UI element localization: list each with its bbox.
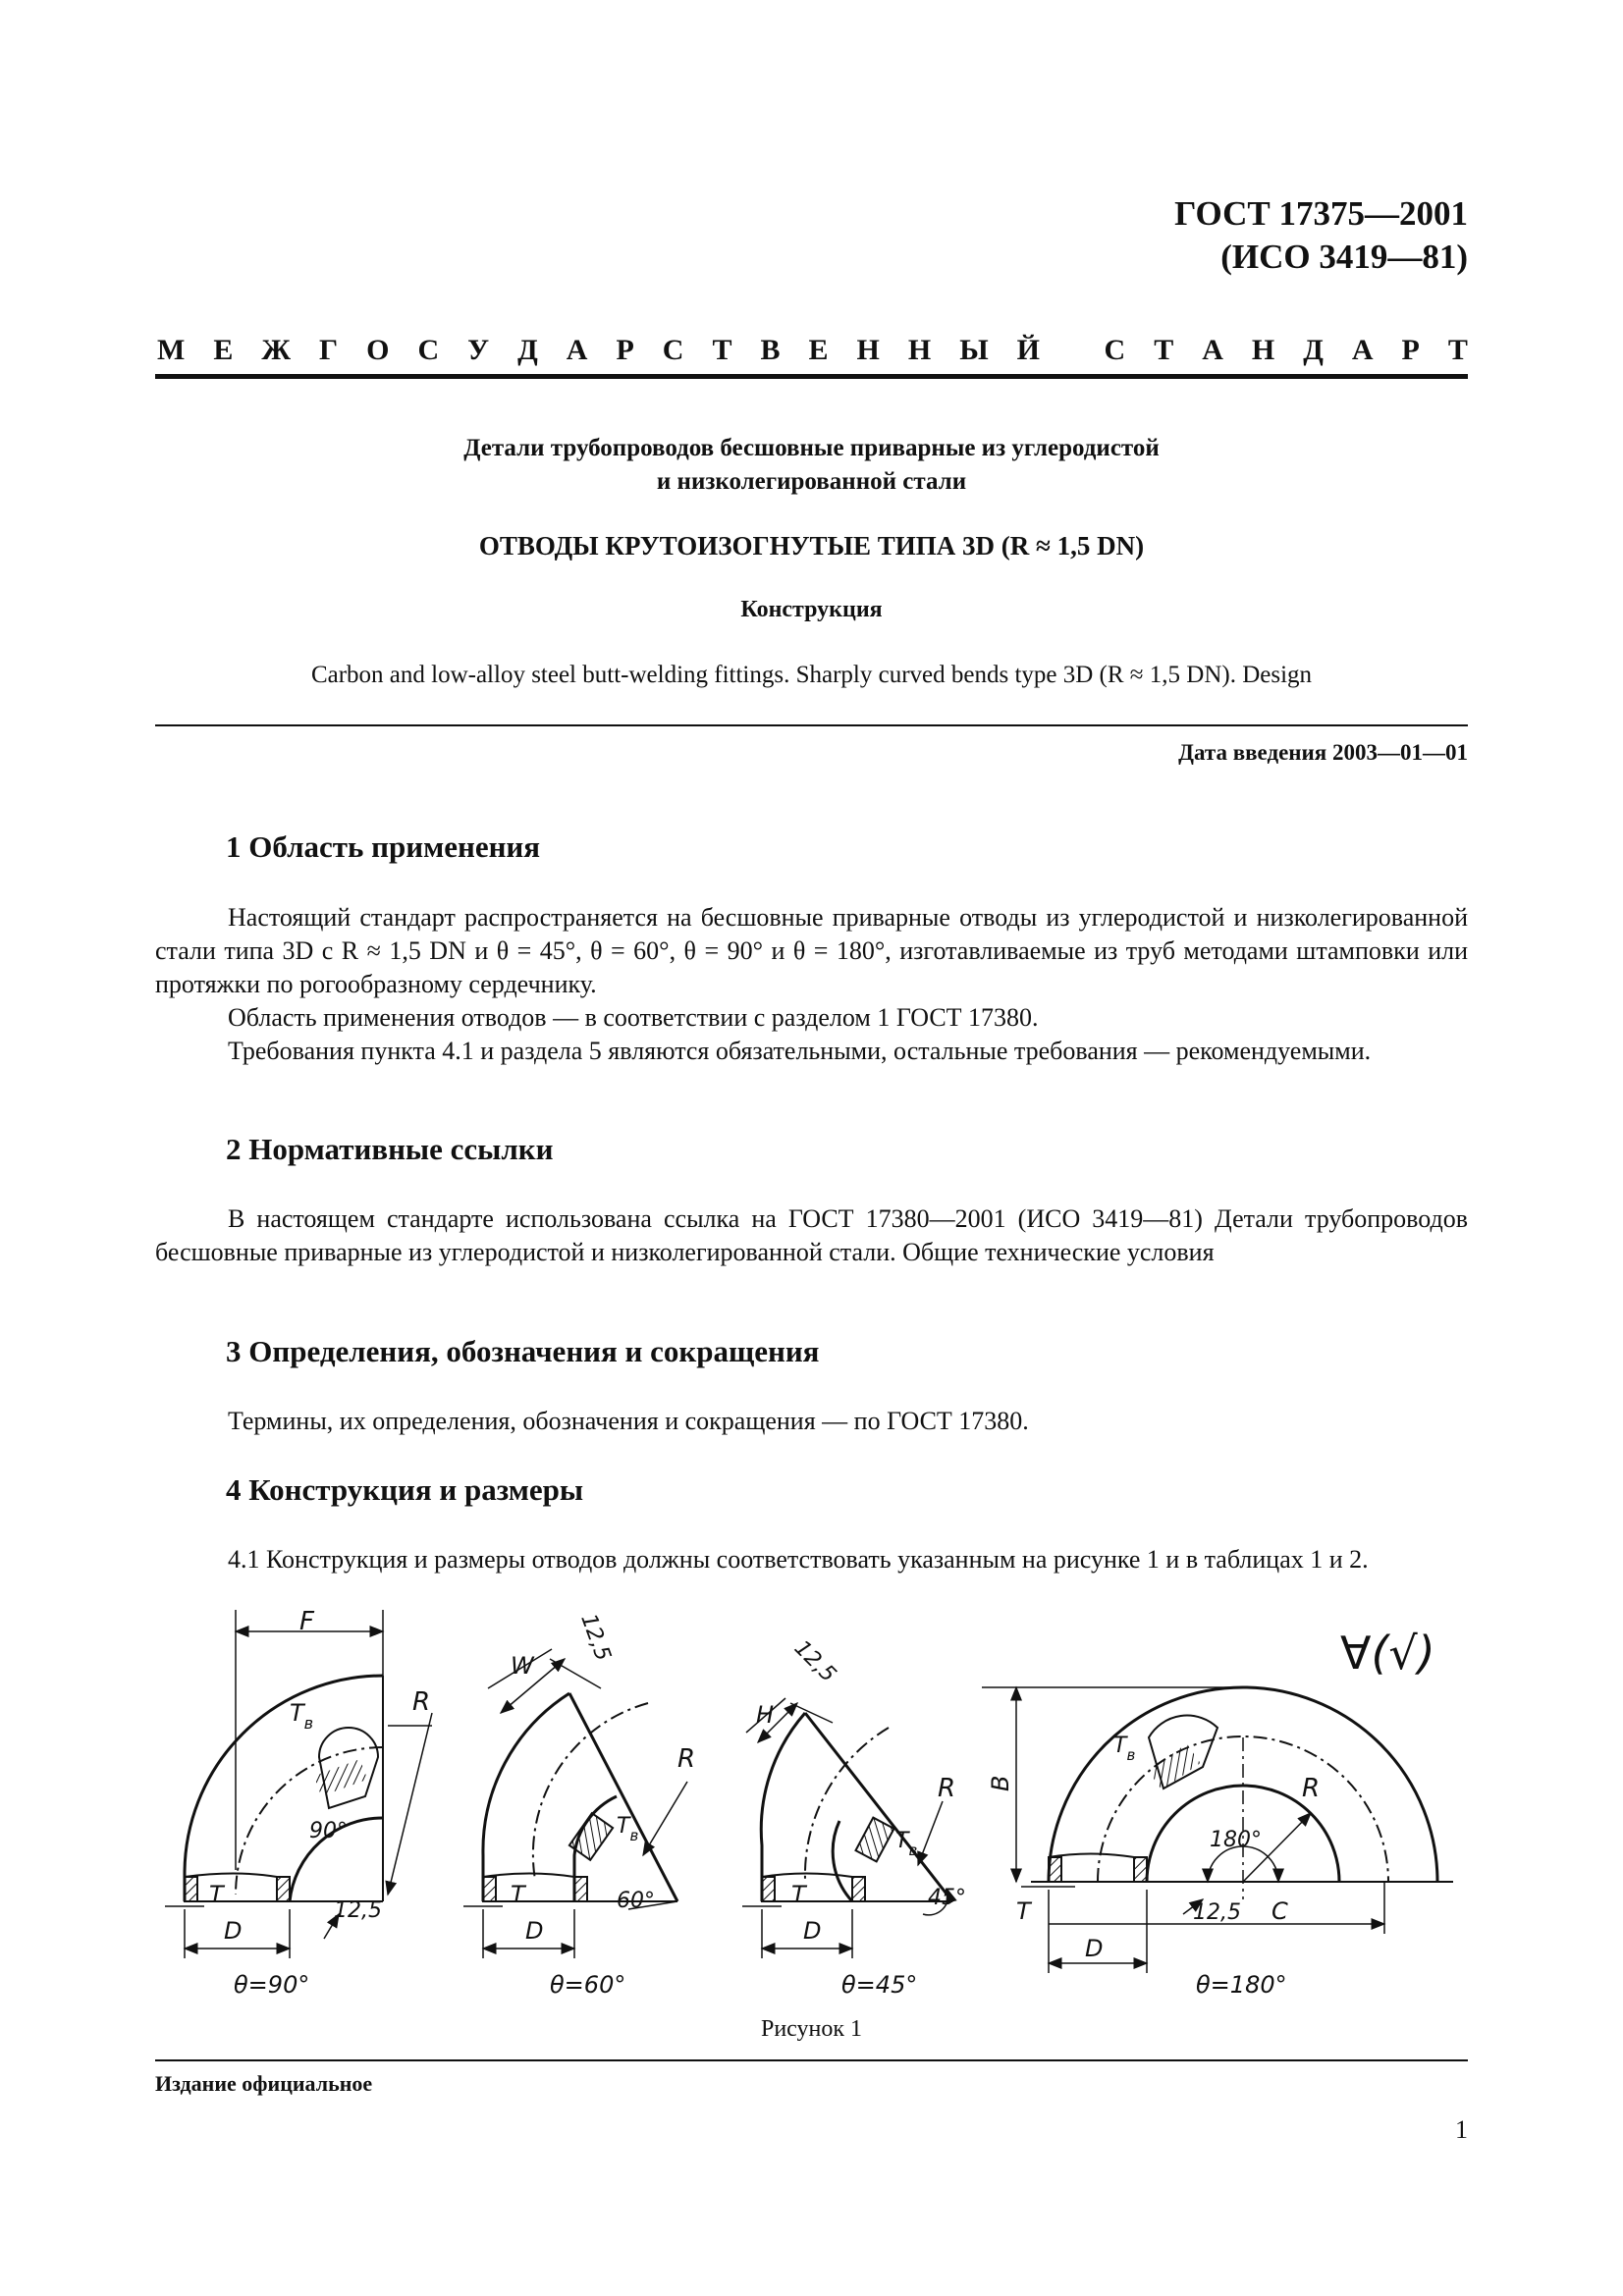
label-t-1: T <box>209 1881 224 1908</box>
banner-letter: А <box>566 334 588 366</box>
banner-letter: А <box>1202 334 1223 366</box>
banner-letter: Т <box>1447 334 1468 366</box>
banner-letter <box>1068 334 1076 377</box>
label-12-5-2: 12,5 <box>575 1610 616 1665</box>
banner-letter: О <box>366 334 390 366</box>
view-label-60: θ=60° <box>550 1971 626 1999</box>
label-f: F <box>299 1607 314 1636</box>
label-12-5-4: 12,5 <box>1193 1900 1241 1925</box>
bend-45-view <box>742 1698 952 1958</box>
label-tb-1: $T_в$ <box>290 1699 314 1733</box>
gost-number: ГОСТ 17375—2001 <box>1174 194 1468 233</box>
banner-letter: У <box>467 334 490 366</box>
banner-letter: Т <box>712 334 732 366</box>
label-tb-3: $T_в$ <box>895 1829 918 1859</box>
surface-roughness-mark: ∀(√) <box>1340 1627 1435 1680</box>
label-t-2: T <box>511 1881 525 1908</box>
figure-1-drawing <box>0 1600 1623 2012</box>
banner-letter: Е <box>808 334 829 366</box>
view-label-90: θ=90° <box>234 1971 310 1999</box>
label-c: C <box>1271 1897 1288 1925</box>
introduction-date: Дата введения 2003—01—01 <box>1178 740 1468 765</box>
section-4-heading: 4 Конструкция и размеры <box>226 1472 584 1507</box>
english-title: Carbon and low-alloy steel butt-welding fittings. Sharply curved bends type 3D (R ≈ 1,5 DN). Design <box>310 662 1313 688</box>
banner-letter: Р <box>616 334 634 366</box>
label-angle-180: 180° <box>1210 1828 1262 1852</box>
standard-type-banner <box>157 334 1468 377</box>
gost-designation <box>1174 192 1468 279</box>
edition-label: Издание официальное <box>155 2071 373 2096</box>
section-2-heading: 2 Нормативные ссылки <box>226 1132 554 1166</box>
banner-letter: Д <box>517 334 538 366</box>
label-d-2: D <box>525 1917 544 1945</box>
subtitle-line-1: Детали трубопроводов бесшовные приварные из углеродистой <box>463 435 1160 461</box>
document-subtitle <box>155 432 1468 499</box>
banner-letter: Г <box>319 334 339 366</box>
section-4-paragraph-1: 4.1 Конструкция и размеры отводов должны соответствовать указанным на рисунке 1 и в таблицах 1 и 2. <box>228 1545 1369 1574</box>
banner-letter: С <box>417 334 440 366</box>
label-r-4: R <box>1302 1774 1321 1803</box>
section-1-heading: 1 Область применения <box>226 829 541 864</box>
section-3-heading: 3 Определения, обозначения и сокращения <box>226 1334 820 1368</box>
footer-rule <box>155 2059 1468 2061</box>
banner-letter: Й <box>1016 334 1041 366</box>
label-tb-4: $T_в$ <box>1113 1734 1136 1764</box>
label-r-3: R <box>938 1774 956 1803</box>
section-1-paragraph-1: Настоящий стандарт распространяется на бесшовные приварные отводы из углеродистой и низколегированной стали типа 3D с R ≈ 1,5 DN и θ = 45°, θ = 60°, θ = 90° и θ = 180°, изготавливаемые из труб методами штамповки или протяжки по рогообразному сердечнику. <box>155 903 1468 998</box>
label-t-3: T <box>791 1881 806 1908</box>
figure-caption: Рисунок 1 <box>760 2016 863 2042</box>
banner-letter: Ж <box>261 334 292 366</box>
label-angle-45: 45° <box>928 1886 966 1910</box>
bend-90-view <box>165 1600 432 2012</box>
construction-label: Конструкция <box>740 597 883 622</box>
label-w: W <box>511 1652 534 1680</box>
banner-letter: А <box>1351 334 1374 366</box>
banner-letter: Ы <box>959 334 989 366</box>
banner-letter: Н <box>856 334 880 366</box>
section-3-paragraph-1: Термины, их определения, обозначения и сокращения — по ГОСТ 17380. <box>228 1407 1029 1435</box>
label-d-4: D <box>1085 1935 1104 1962</box>
subtitle-line-2: и низколегированной стали <box>656 468 967 495</box>
view-label-45: θ=45° <box>841 1971 918 1999</box>
banner-letter: В <box>760 334 781 366</box>
label-r-2: R <box>677 1744 696 1774</box>
banner-letter: Т <box>1154 334 1174 366</box>
section-1-paragraph-2: Область применения отводов — в соответствии с разделом 1 ГОСТ 17380. <box>228 1003 1039 1032</box>
label-12-5-1: 12,5 <box>334 1898 382 1923</box>
banner-letter: М <box>157 334 186 366</box>
label-tb-2: $T_в$ <box>617 1814 639 1844</box>
banner-letter: Е <box>213 334 234 366</box>
label-12-5-3: 12,5 <box>788 1635 841 1687</box>
section-1-paragraph-3: Требования пункта 4.1 и раздела 5 являются обязательными, остальные требования — рекомендуемыми. <box>228 1037 1372 1065</box>
banner-letter: Н <box>907 334 932 366</box>
label-r-1: R <box>412 1687 431 1717</box>
section-2-paragraph-1: В настоящем стандарте использована ссылка на ГОСТ 17380—2001 (ИСО 3419—81) Детали трубопроводов бесшовные приварные из углеродистой и низколегированной стали. Общие технические условия <box>155 1204 1468 1266</box>
title-rule <box>155 724 1468 726</box>
header-rule <box>155 374 1468 379</box>
label-h: H <box>756 1701 775 1729</box>
label-d-1: D <box>224 1917 243 1945</box>
main-title: ОТВОДЫ КРУТОИЗОГНУТЫЕ ТИПА 3D (R ≈ 1,5 DN) <box>478 531 1145 561</box>
banner-letter: Н <box>1251 334 1275 366</box>
banner-letter: С <box>662 334 684 366</box>
banner-letter: С <box>1104 334 1126 366</box>
label-t-4: T <box>1016 1897 1031 1925</box>
view-label-180: θ=180° <box>1196 1971 1287 1999</box>
label-d-3: D <box>803 1917 822 1945</box>
label-angle-90: 90° <box>309 1819 348 1843</box>
page-number: 1 <box>1455 2115 1468 2144</box>
iso-number: (ИСО 3419—81) <box>1220 238 1468 276</box>
label-angle-60: 60° <box>617 1889 655 1913</box>
banner-letter: Д <box>1303 334 1324 366</box>
banner-letter: Р <box>1401 334 1420 366</box>
label-b: B <box>987 1775 1014 1791</box>
